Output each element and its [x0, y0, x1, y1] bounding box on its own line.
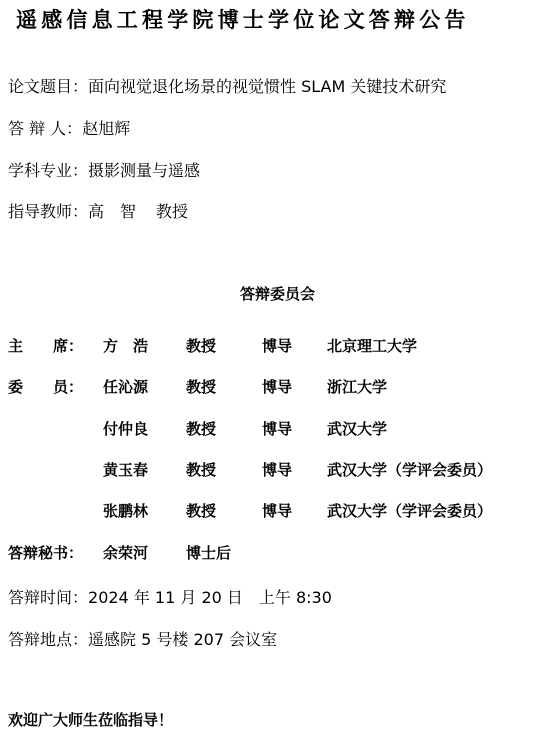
member-title: 教授	[186, 420, 217, 438]
defender-label: 答 辩 人：	[8, 119, 83, 138]
member-role: 博导	[262, 461, 293, 479]
topic-row	[8, 74, 446, 97]
committee-heading: 答辩委员会	[240, 285, 316, 303]
topic-label: 论文题目：	[8, 77, 89, 96]
advisor-name: 高 智	[88, 202, 137, 221]
member-role: 博导	[262, 420, 293, 438]
time-label: 答辩时间：	[8, 588, 89, 607]
welcome-text: 欢迎广大师生莅临指导！	[8, 711, 174, 729]
member-title: 教授	[186, 337, 217, 355]
secretary-title: 博士后	[186, 544, 232, 562]
member-name: 张鹏林	[103, 502, 149, 520]
member-title: 教授	[186, 502, 217, 520]
member-org: 武汉大学（学评会委员）	[327, 502, 493, 520]
member-org: 浙江大学	[327, 378, 388, 396]
member-name: 黄玉春	[103, 461, 149, 479]
member-name: 任沁源	[103, 378, 149, 396]
member-org: 北京理工大学	[327, 337, 418, 355]
member-label: 委 员：	[8, 378, 84, 396]
member-role: 博导	[262, 502, 293, 520]
member-org: 武汉大学（学评会委员）	[327, 461, 493, 479]
advisor-label: 指导教师：	[8, 202, 89, 221]
chair-label: 主 席：	[8, 337, 84, 355]
defender-row	[8, 116, 130, 139]
advisor-row	[8, 199, 188, 222]
defender-value: 赵旭辉	[82, 119, 131, 138]
member-name: 付仲良	[103, 420, 149, 438]
place-label: 答辩地点：	[8, 630, 89, 649]
advisor-title: 教授	[156, 202, 189, 221]
major-value: 摄影测量与遥感	[88, 161, 201, 180]
member-title: 教授	[186, 461, 217, 479]
major-row	[8, 158, 200, 181]
place-value: 遥感院 5 号楼 207 会议室	[88, 630, 278, 649]
secretary-name: 余荣河	[103, 544, 149, 562]
topic-value: 面向视觉退化场景的视觉惯性 SLAM 关键技术研究	[88, 77, 447, 96]
secretary-label: 答辩秘书：	[8, 544, 84, 562]
member-role: 博导	[262, 378, 293, 396]
member-role: 博导	[262, 337, 293, 355]
major-label: 学科专业：	[8, 161, 89, 180]
place-row	[8, 627, 277, 650]
member-name: 方 浩	[103, 337, 149, 355]
time-value: 2024 年 11 月 20 日 上午 8:30	[88, 588, 332, 607]
member-title: 教授	[186, 378, 217, 396]
member-org: 武汉大学	[327, 420, 388, 438]
time-row	[8, 585, 332, 608]
page-title: 遥感信息工程学院博士学位论文答辩公告	[16, 7, 470, 32]
